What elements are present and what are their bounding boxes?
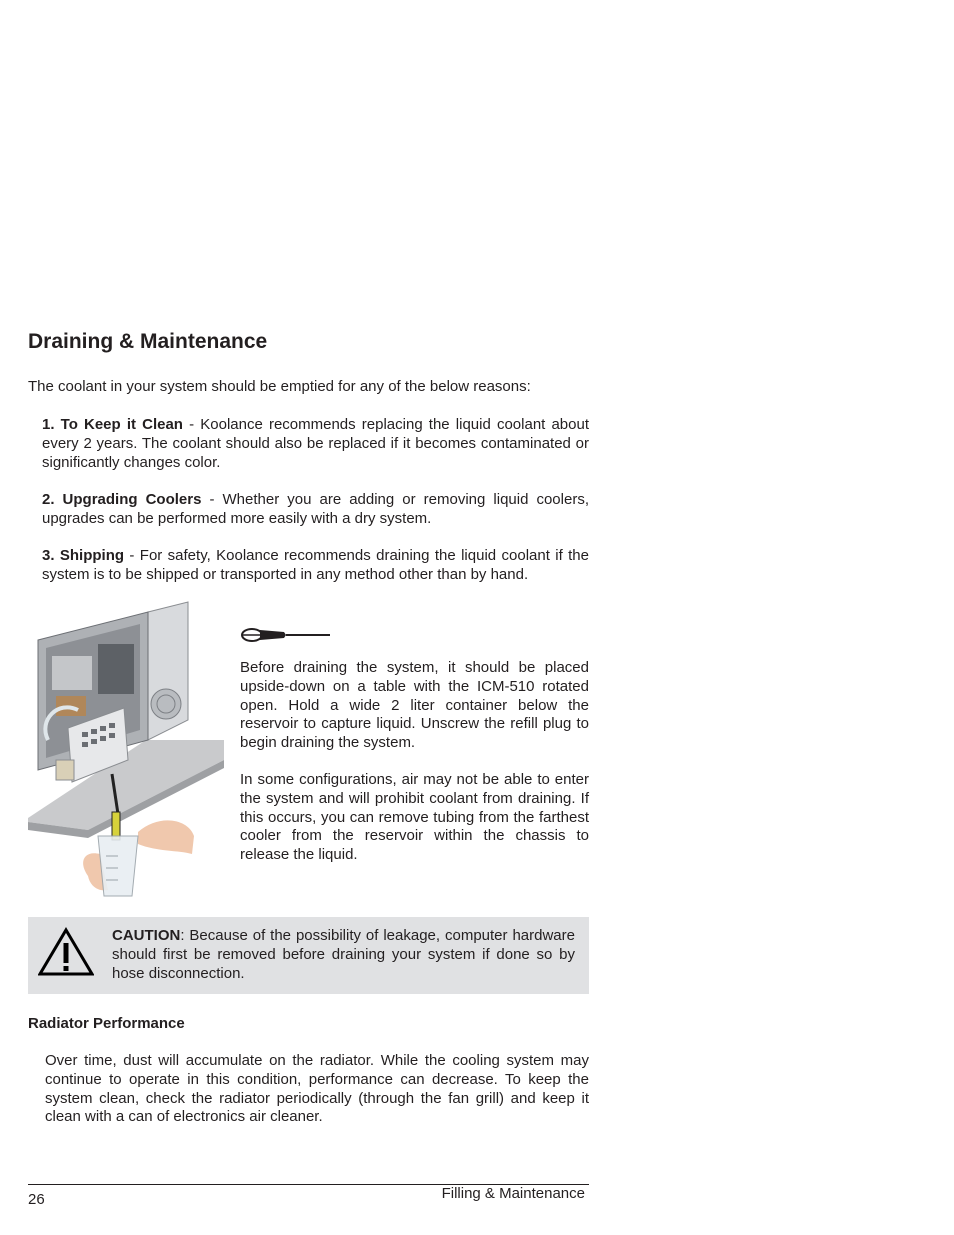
page-number: 26 <box>28 1191 45 1208</box>
caution-box <box>28 917 589 994</box>
screwdriver-icon <box>240 626 332 644</box>
section-title: Draining & Maintenance <box>28 330 268 353</box>
warning-triangle-icon <box>38 927 94 977</box>
caution-label: CAUTION <box>112 927 181 944</box>
reason-item-upgrading <box>42 491 589 529</box>
reason-text: - For safety, Koolance recommends draining the liquid coolant if the system is to be shipped or transported in any method other than by hand. <box>42 547 589 583</box>
draining-photo <box>28 600 224 906</box>
procedure-paragraph-2: In some configurations, air may not be able to enter the system and will prohibit coolant from draining. If this occurs, you can remove tubing from the farthest cooler from the reservoir within the chassis to release the liquid. <box>240 771 589 864</box>
radiator-heading: Radiator Performance <box>28 1015 185 1032</box>
reason-heading: 3. Shipping <box>42 547 125 564</box>
procedure-paragraph-1: Before draining the system, it should be placed upside-down on a table with the ICM-510 rotated open. Hold a wide 2 liter container below the reservoir to capture liquid. Unscrew the refill plug to begin draining the system. <box>240 659 589 752</box>
caution-text <box>112 926 575 983</box>
reason-text: - Koolance recommends replacing the liquid coolant about every 2 years. The coolant should also be replaced if it becomes contaminated or significantly changes color. <box>42 416 589 471</box>
reason-item-clean <box>42 416 589 472</box>
reason-item-shipping <box>42 547 589 585</box>
caution-message: : Because of the possibility of leakage, computer hardware should first be removed before draining your system if done so by hose disconnection. <box>112 927 575 982</box>
reason-heading: 1. To Keep it Clean <box>42 416 183 433</box>
radiator-paragraph: Over time, dust will accumulate on the radiator. While the cooling system may continue to operate in this condition, performance can decrease. To keep the system clean, check the radiator periodically (through the fan grill) and keep it clean with a can of electronics air cleaner. <box>45 1052 589 1126</box>
footer-chapter-title: Filling & Maintenance <box>441 1185 585 1202</box>
reason-heading: 2. Upgrading Coolers <box>42 491 202 508</box>
intro-paragraph: The coolant in your system should be emptied for any of the below reasons: <box>28 378 531 395</box>
reason-text: - Whether you are adding or removing liquid coolers, upgrades can be performed more easily with a dry system. <box>42 491 589 527</box>
